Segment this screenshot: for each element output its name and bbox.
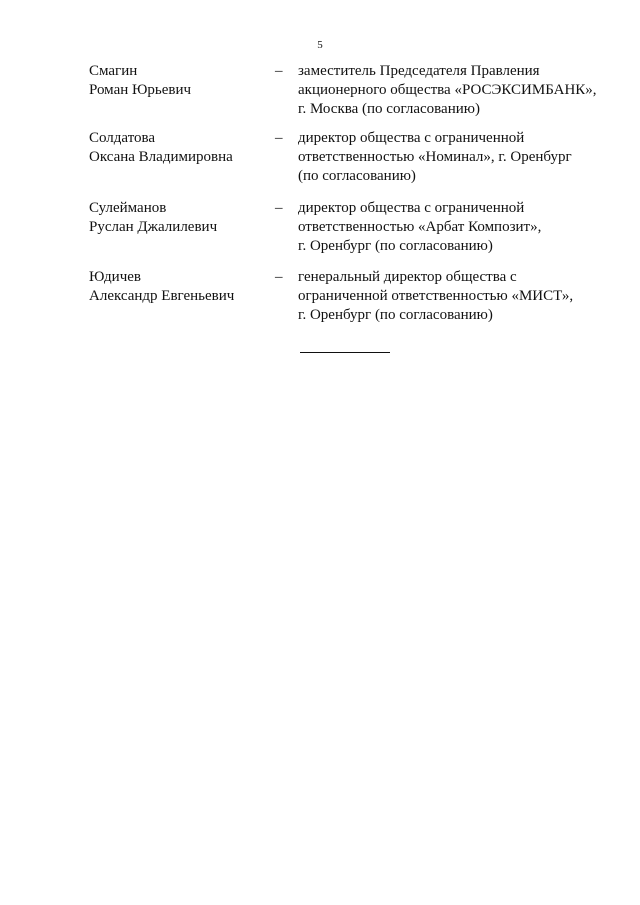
description-line: ответственностью «Номинал», г. Оренбург (298, 149, 572, 165)
description-line: генеральный директор общества с (298, 269, 517, 285)
surname: Сулейманов (89, 200, 167, 216)
given-names: Александр Евгеньевич (89, 288, 235, 304)
given-names: Оксана Владимировна (89, 149, 233, 165)
surname: Смагин (89, 63, 138, 79)
dash: – (275, 269, 283, 285)
description-line: заместитель Председателя Правления (298, 63, 540, 79)
description-line: г. Оренбург (по согласованию) (298, 307, 493, 323)
description-line: акционерного общества «РОСЭКСИМБАНК», (298, 82, 597, 98)
dash: – (275, 63, 283, 79)
position-description (298, 62, 618, 119)
surname: Юдичев (89, 269, 141, 285)
description-line: директор общества с ограниченной (298, 200, 525, 216)
description-line: г. Оренбург (по согласованию) (298, 238, 493, 254)
description-line: ответственностью «Арбат Композит», (298, 219, 542, 235)
end-of-list-rule (300, 352, 390, 353)
person-name (89, 62, 269, 100)
description-line: ограниченной ответственностью «МИСТ», (298, 288, 574, 304)
person-name (89, 129, 269, 167)
description-line: (по согласованию) (298, 168, 416, 184)
given-names: Руслан Джалилевич (89, 219, 218, 235)
person-name (89, 199, 269, 237)
page-number: 5 (317, 39, 323, 51)
description-line: директор общества с ограниченной (298, 130, 525, 146)
dash: – (275, 130, 283, 146)
dash: – (275, 200, 283, 216)
position-description (298, 268, 618, 325)
given-names: Роман Юрьевич (89, 82, 192, 98)
surname: Солдатова (89, 130, 156, 146)
person-name (89, 268, 269, 306)
position-description (298, 129, 618, 186)
position-description (298, 199, 618, 256)
description-line: г. Москва (по согласованию) (298, 101, 480, 117)
